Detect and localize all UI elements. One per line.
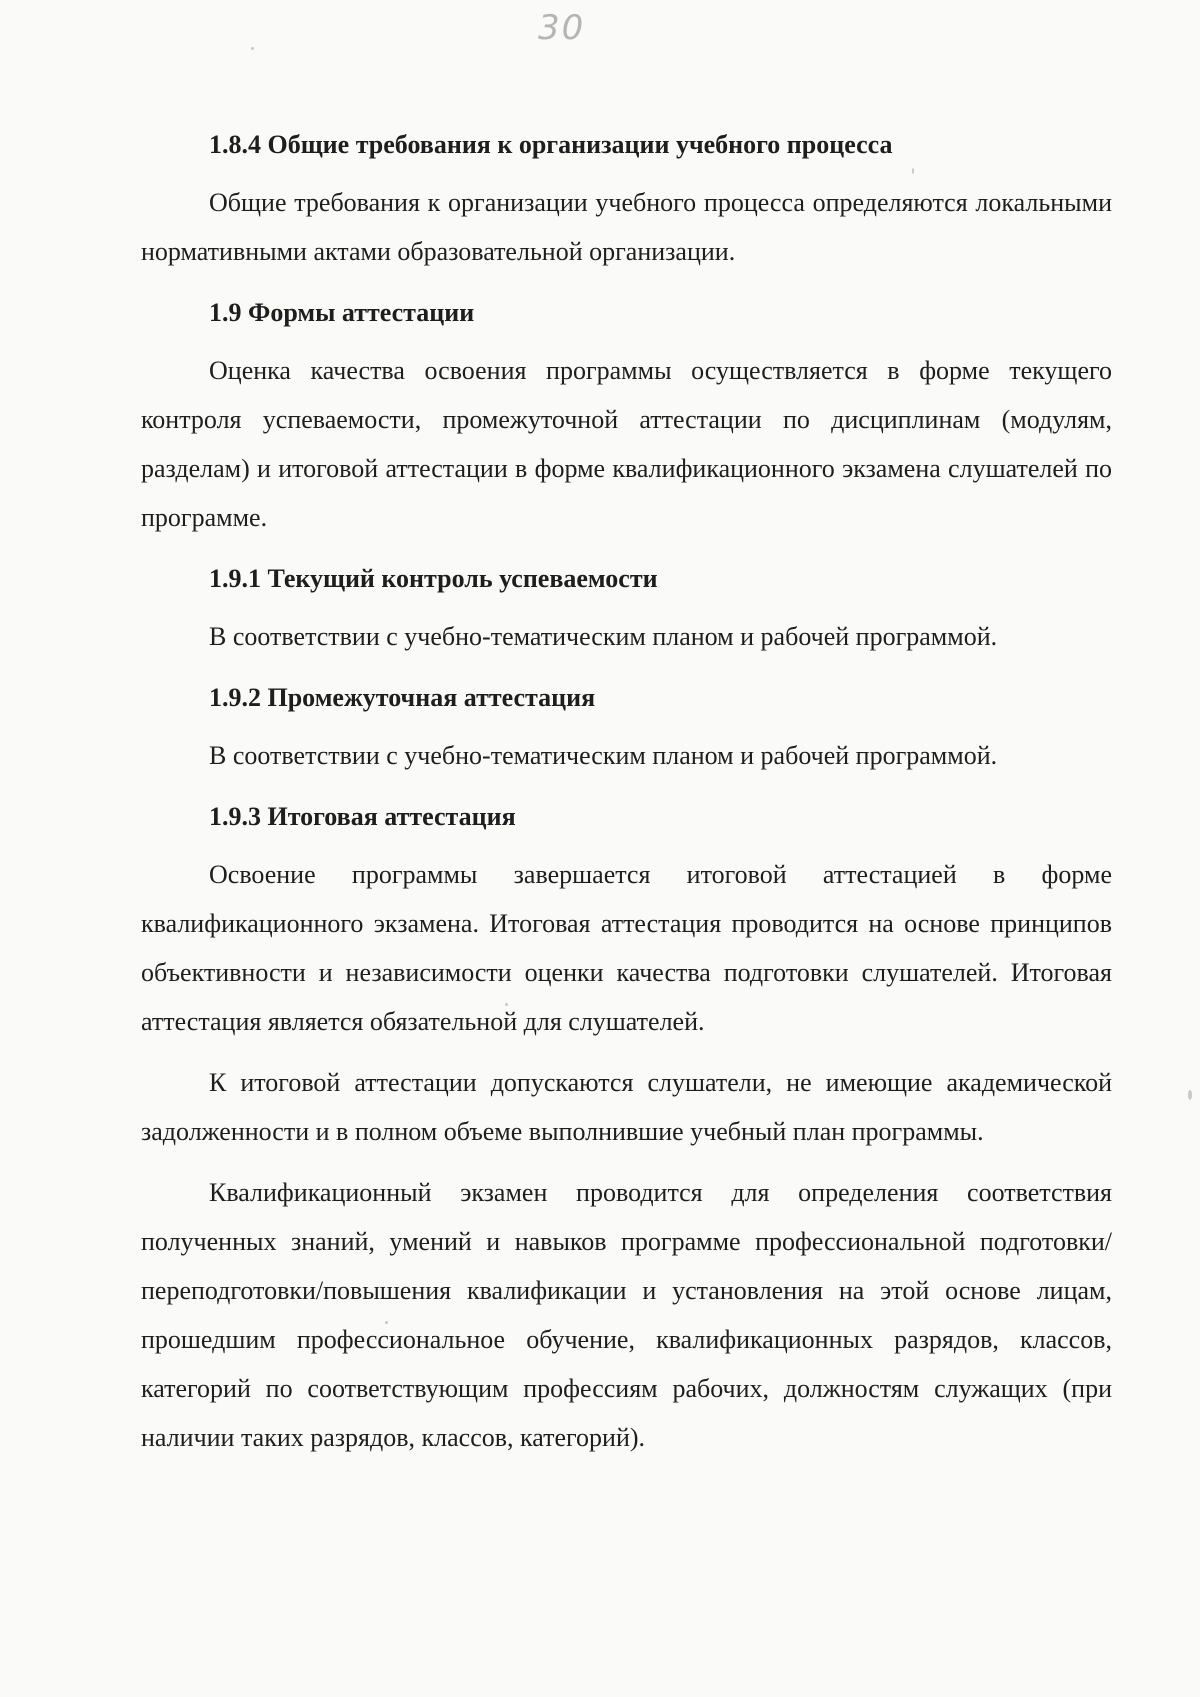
paragraph-1-9-3-b: К итоговой аттестации допускаются слушатели, не имеющие академической задолженности и в полном объеме выполнившие учебный план программы. xyxy=(141,1068,1112,1146)
heading-1-9-3: 1.9.3 Итоговая аттестация xyxy=(209,802,516,831)
heading-1-9-2: 1.9.2 Промежуточная аттестация xyxy=(209,683,596,712)
scan-speck xyxy=(251,47,254,50)
heading-1-9-1: 1.9.1 Текущий контроль успеваемости xyxy=(209,564,658,593)
paragraph-1-9-2: В соответствии с учебно-тематическим планом и рабочей программой. xyxy=(209,741,998,770)
heading-1-8-4: 1.8.4 Общие требования к организации учебного процесса xyxy=(209,130,893,159)
paragraph-1-9: Оценка качества освоения программы осуществляется в форме текущего контроля успеваемости, промежуточной аттестации по дисциплинам (модулям, разделам) и итоговой аттестации в форме квалификационного экзамена слушателей по программе. xyxy=(141,356,1112,532)
document-body xyxy=(141,120,1112,1462)
paragraph-1-8-4: Общие требования к организации учебного процесса определяются локальными нормативными актами образовательной организации. xyxy=(141,188,1112,266)
scan-speck xyxy=(1188,1090,1192,1100)
paragraph-1-9-3-a: Освоение программы завершается итоговой аттестацией в форме квалификационного экзамена. Итоговая аттестация проводится на основе принципов объективности и независимости оценки качества подготовки слушателей. Итоговая аттестация является обязательной для слушателей. xyxy=(141,860,1112,1036)
paragraph-1-9-1: В соответствии с учебно-тематическим планом и рабочей программой. xyxy=(209,622,998,651)
handwritten-page-number: 30 xyxy=(538,8,586,48)
paragraph-1-9-3-c: Квалификационный экзамен проводится для определения соответствия полученных знаний, умений и навыков программе профессиональной подготовки/переподготовки/повышения квалификации и установления на этой основе лицам, прошедшим профессиональное обучение, квалификационных разрядов, классов, категорий по соответствующим профессиям рабочих, должностям служащих (при наличии таких разрядов, классов, категорий). xyxy=(141,1178,1112,1452)
heading-1-9: 1.9 Формы аттестации xyxy=(209,298,475,327)
